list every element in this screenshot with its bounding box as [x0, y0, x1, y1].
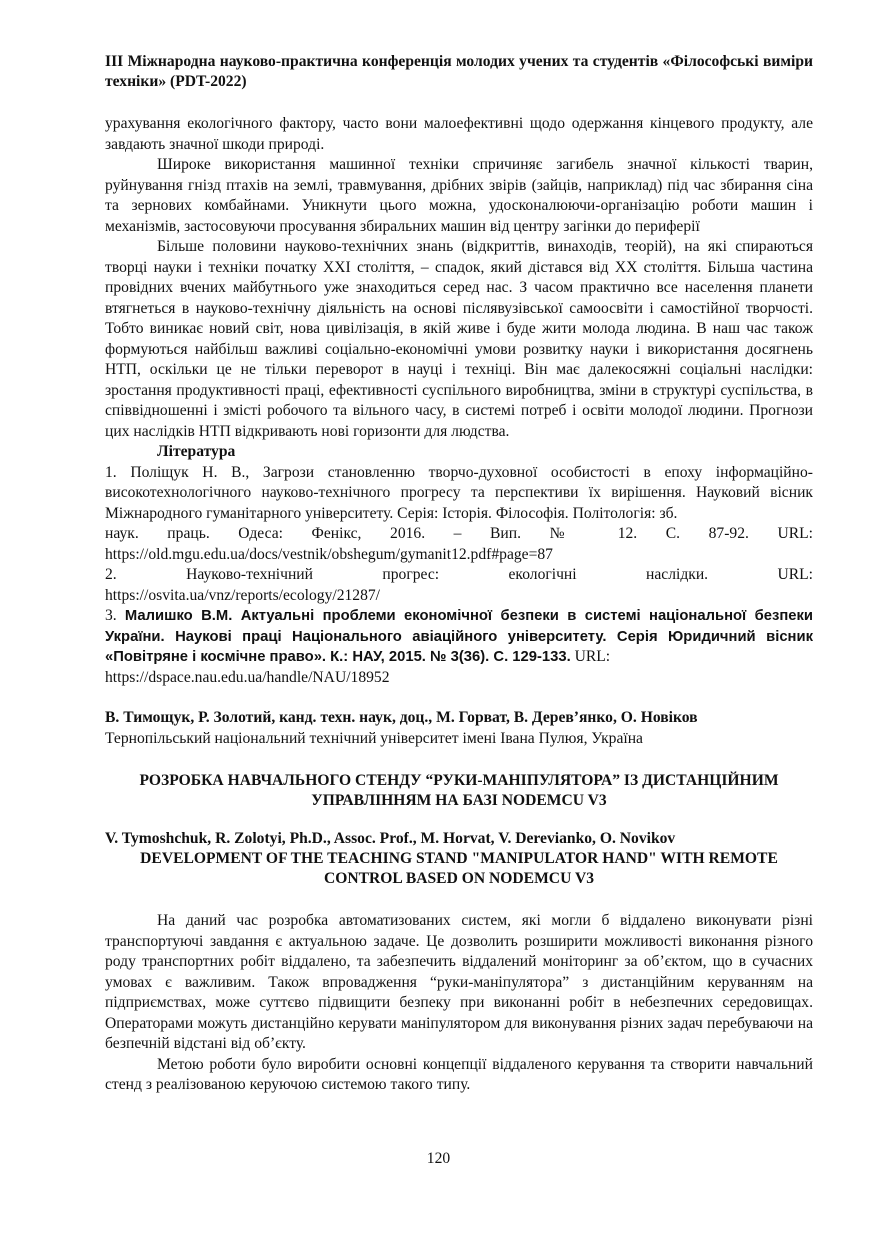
reference-2-text: 2. Науково-технічний прогрес: екологічні наслідки. URL:	[105, 566, 813, 583]
reference-3-text: Малишко В.М. Актуальні проблеми економічної безпеки в системі національної безпеки України. Наукові праці Національного авіаційного університету. Серія Юридичний вісник «Повітряне і космічне право». К.: НАУ, 2015. № 3(36). С. 129-133.	[105, 608, 813, 665]
reference-1-url[interactable]: https://old.mgu.edu.ua/docs/vestnik/obshegum/gymanit12.pdf#page=87	[105, 545, 553, 563]
continued-text	[105, 114, 813, 442]
running-head: III Міжнародна науково-практична конференція молодих учених та студентів «Філософські виміри техніки» (PDT-2022)	[105, 53, 813, 90]
article-body	[105, 911, 813, 1096]
paragraph-scientific-progress: Більше половини науково-технічних знань (відкриттів, винаходів, теорій), на які спираються творці науки і техніки початку XXI століття, – спадок, який дістався від XX століття. Більша частина провідних вчених майбутнього уже знаходиться серед нас. З часом практично все населення планети втягнеться в науково-технічну діяльність на основі післявузівської самоосвіти і самостійної творчості. Тобто виникає новий світ, нова цивілізація, в якій живе і буде жити молода людина. В наш час також формуються найбільш важливі соціально-економічні умови розвитку науки і використання досягнень НТП, оскільки це не тільки переворот в науці і техніці. Він має далекосяжні соціальні наслідки: зростання продуктивності праці, ефективності суспільного виробництва, зміни в структурі суспільства, в співвідношенні і змісті робочого та вільного часу, в системі потреб і освіти молодої людини. Прогнози цих наслідків НТП відкривають нові горизонти для людства.	[105, 238, 813, 440]
page-number: 120	[426, 1150, 451, 1167]
reference-3-url-label: URL:	[570, 648, 611, 665]
reference-3-url[interactable]: https://dspace.nau.edu.ua/handle/NAU/18952	[105, 668, 390, 686]
reference-3-number: 3.	[105, 607, 125, 624]
reference-list	[105, 463, 813, 689]
authors-ua: В. Тимощук, Р. Золотий, канд. техн. наук, доц., М. Горват, В. Дерев’янко, О. Новіков	[105, 709, 698, 726]
reference-1	[105, 463, 813, 566]
reference-2-url[interactable]: https://osvita.ua/vnz/reports/ecology/21287/	[105, 586, 381, 604]
article-header	[105, 708, 813, 749]
abstract-paragraph-1: На даний час розробка автоматизованих систем, які могли б віддалено виконувати різні транспортуючі завдання є актуальною задаче. Це дозволить розширити можливості виконання різного роду транспортних робіт віддалено, та забезпечить віддалений моніторинг за об’єктом, що в сучасних умовах є важливим. Також впровадження “руки-маніпулятора” з дистанційним керуванням на підприємствах, може суттєво підвищити безпеку при виконанні робіт в небезпечних середовищах. Операторами можуть дистанційно керувати маніпулятором для виконування різних задач перебуваючи на безпечній відстані від об’єкту.	[105, 912, 813, 1052]
reference-3	[105, 606, 813, 688]
paragraph-continued: урахування екологічного фактору, часто вони малоефективні щодо одержання кінцевого продукту, але завдають значної шкоди природі.	[105, 115, 813, 153]
page-content	[105, 52, 813, 1096]
abstract-paragraph-2: Метою роботи було виробити основні концепції віддаленого керування та створити навчальний стенд з реалізованою керуючою системою такого типу.	[105, 1055, 813, 1093]
paragraph-machinery: Широке використання машинної техніки спричиняє загибель значної кількості тварин, руйнування гнізд птахів на землі, травмування, дрібних звірів (зайців, наприклад) під час збирання сіна та зернових комбайнами. Уникнути цього можна, удосконалюючи-організацію роботи машин і механізмів, застосовуючи просування збиральних машин від центру загінки до периферії	[105, 156, 813, 235]
reference-1-details: наук. праць. Одеса: Фенікс, 2016. – Вип. № 12. С. 87-92. URL:	[105, 525, 813, 542]
literature-heading: Література	[157, 443, 236, 460]
article-title-ua: РОЗРОБКА НАВЧАЛЬНОГО СТЕНДУ “РУКИ-МАНІПУЛЯТОРА” ІЗ ДИСТАНЦІЙНИМ УПРАВЛІННЯМ НА БАЗІ NODEMCU V3	[139, 772, 779, 809]
authors-en: V. Tymoshchuk, R. Zolotyi, Ph.D., Assoc. Prof., M. Horvat, V. Derevianko, O. Novikov	[105, 830, 676, 847]
article-title-en: DEVELOPMENT OF THE TEACHING STAND "MANIPULATOR HAND" WITH REMOTE CONTROL BASED ON NODEMCU V3	[140, 850, 778, 887]
reference-1-text: 1. Поліщук Н. В., Загрози становленню творчо-духовної особистості в епоху інформаційно-високотехнологічного науково-технічного прогресу та перспективи їх вирішення. Науковий вісник Міжнародного гуманітарного університету. Серія: Історія. Філософія. Політологія: зб.	[105, 463, 813, 522]
reference-2	[105, 565, 813, 606]
affiliation: Тернопільський національний технічний університет імені Івана Пулюя, Україна	[105, 729, 643, 747]
